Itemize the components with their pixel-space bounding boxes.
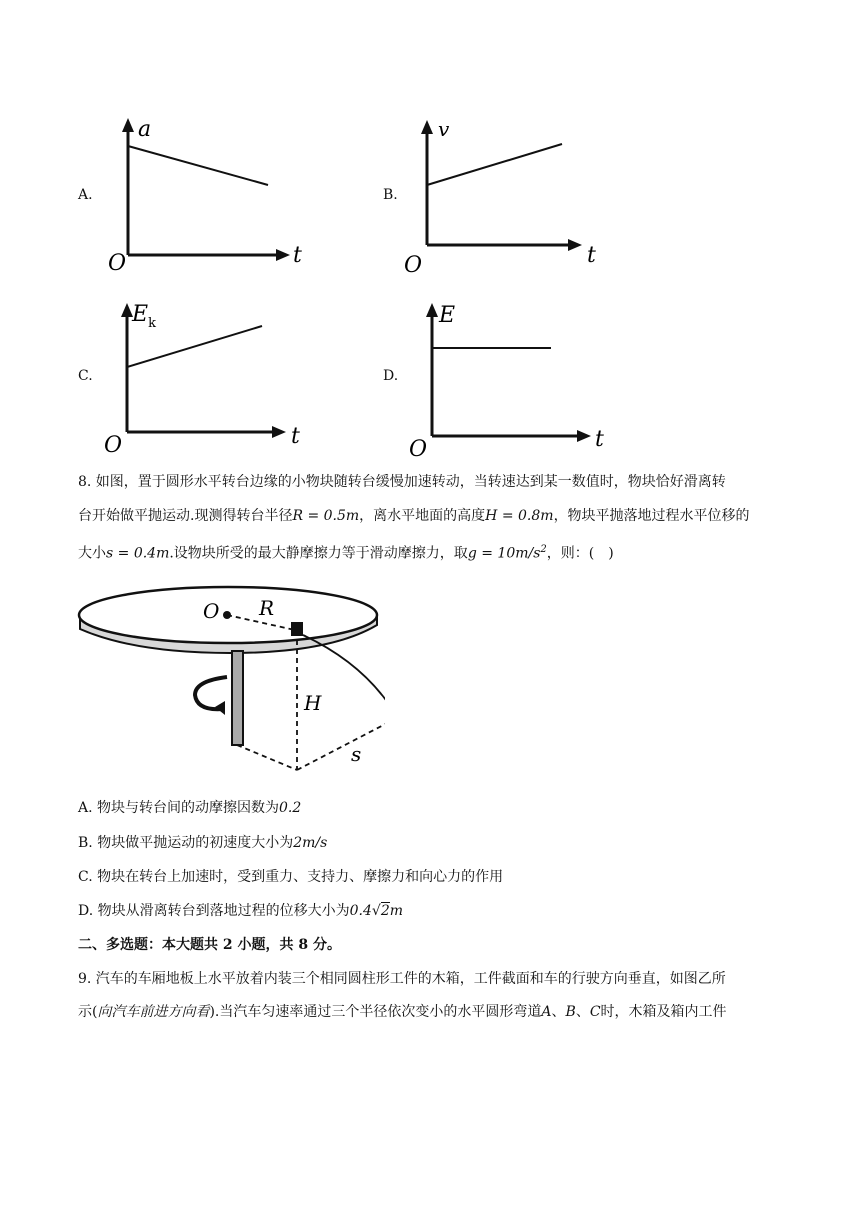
option-c-label: C. [78,368,93,384]
graph-d [405,295,625,465]
y-axis-label: $E_k$ [132,302,156,331]
turntable-figure [75,585,385,784]
graph-c [100,295,320,465]
y-arrow-icon [426,303,438,317]
q9-line-2: 示(向汽车前进方向看).当汽车匀速率通过三个半径依次变小的水平圆形弯道A、B、C时，木箱及箱内工件 [78,1004,727,1020]
y-arrow-icon [421,120,433,134]
graph-a [100,110,320,280]
origin-label: O [104,433,123,458]
q8-line-1: 8. 如图，置于圆形水平转台边缘的小物块随转台缓慢加速转动，当转速达到某一数值时，物块恰好滑离转 [78,474,726,490]
y-axis-label: a [138,117,152,142]
q9-line-1: 9. 汽车的车厢地板上水平放着内装三个相同圆柱形工件的木箱，工件截面和车的行驶方向垂直，如图乙所 [78,971,726,987]
x-axis-label: t [587,243,596,268]
label-r: R [259,596,275,620]
x-arrow-icon [276,249,290,261]
y-axis-label: v [438,117,450,141]
x-axis-label: t [595,427,604,452]
displacement-line [297,719,385,770]
option-b-label: B. [383,187,398,203]
label-s: s [351,742,362,766]
q8-option-b: B. 物块做平抛运动的初速度大小为2m/s [78,835,328,851]
x-axis-label: t [293,243,302,268]
graph-b [400,112,620,282]
x-axis-label: t [291,424,300,449]
turntable-shaft [232,651,243,745]
base-line [237,745,297,770]
q8-option-c: C. 物块在转台上加速时，受到重力、支持力、摩擦力和向心力的作用 [78,869,504,885]
y-arrow-icon [122,118,134,132]
q8-line-3: 大小s = 0.4m.设物块所受的最大静摩擦力等于滑动摩擦力，取$g = 10m/s^2$，则：( ) [78,544,614,562]
origin-label: O [108,251,127,276]
graph-line [427,144,562,185]
x-arrow-icon [272,426,286,438]
origin-label: O [404,253,423,278]
block [291,622,303,636]
graph-line [128,146,268,185]
section-heading: 二、多选题：本大题共 2 小题，共 8 分。 [78,937,341,953]
q8-option-a: A. 物块与转台间的动摩擦因数为0.2 [78,800,302,816]
y-axis-label: E [439,303,456,328]
graph-line [127,326,262,367]
label-o: O [203,599,220,623]
q8-line-2: 台开始做平抛运动.现测得转台半径R = 0.5m，离水平地面的高度H = 0.8m，物块平抛落地过程水平位移的 [78,508,750,524]
origin-label: O [409,437,428,462]
label-h: H [304,691,322,715]
option-d-label: D. [383,368,399,384]
x-arrow-icon [577,430,591,442]
q8-option-d: D. 物块从滑离转台到落地过程的位移大小为0.4√2m [78,903,404,919]
x-arrow-icon [568,239,582,251]
rotation-arrowhead-icon [215,701,225,715]
option-a-label: A. [78,187,93,203]
